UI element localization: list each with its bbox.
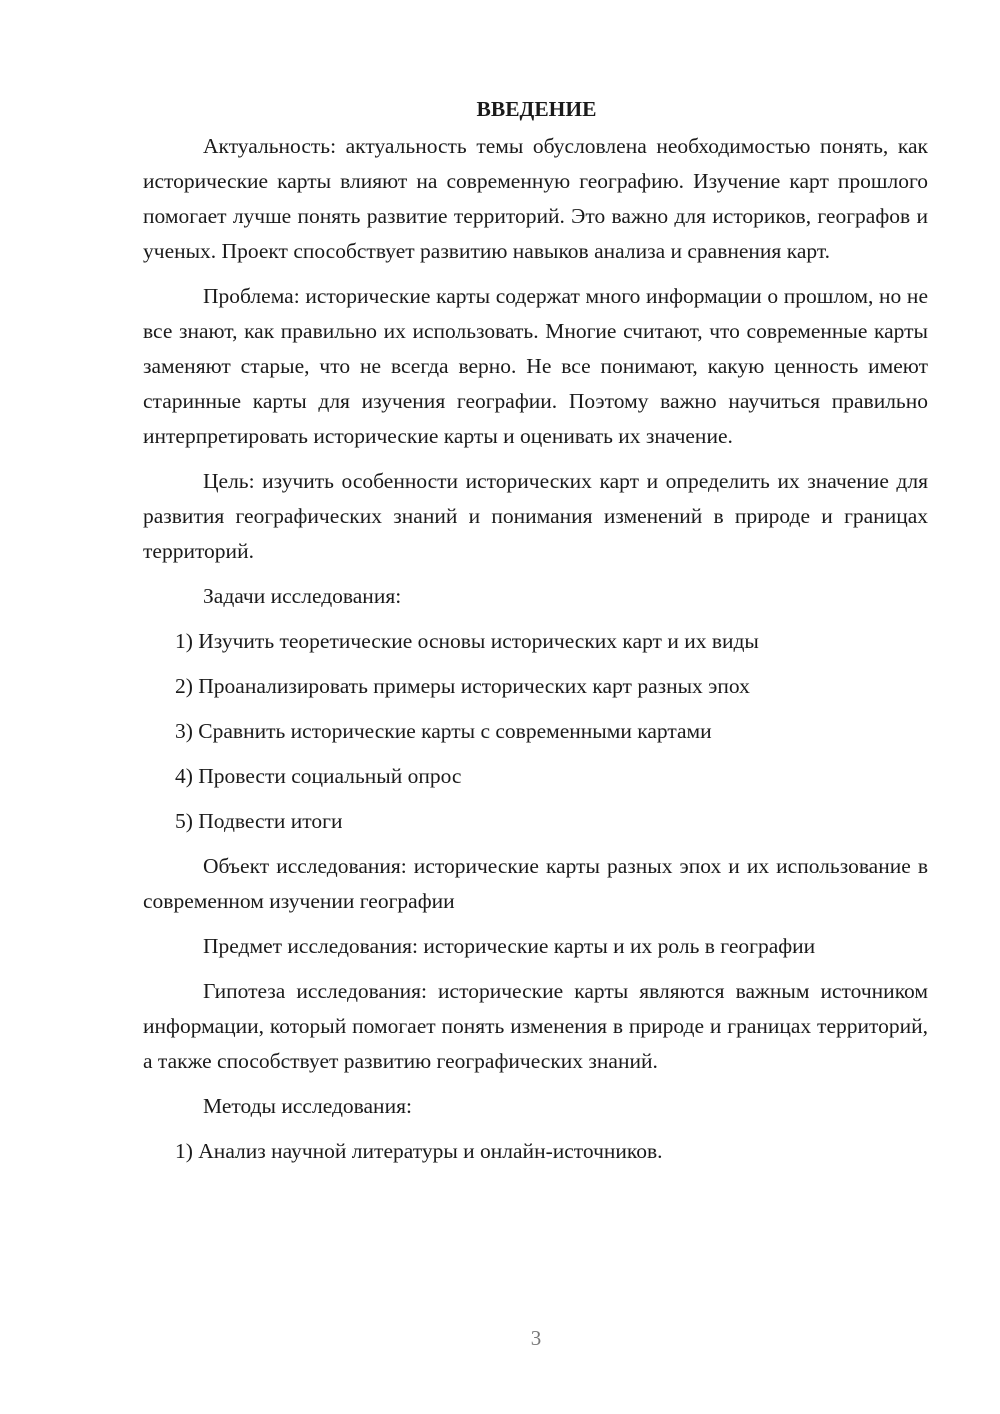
list-item: 4) Провести социальный опрос <box>175 764 462 788</box>
list-item: 1) Изучить теоретические основы исторических карт и их виды <box>175 629 759 653</box>
list-item: 5) Подвести итоги <box>175 809 343 833</box>
hypothesis-paragraph: Гипотеза исследования: исторические карты являются важным источником информации, который помогает понять изменения в природе и границах территорий, а также способствует развитию географических знаний. <box>143 979 928 1073</box>
page-number: 3 <box>530 1326 542 1350</box>
list-item: 2) Проанализировать примеры исторических карт разных эпох <box>175 674 750 698</box>
methods-list <box>143 1134 928 1169</box>
document-title: ВВЕДЕНИЕ <box>476 97 597 121</box>
problem-paragraph: Проблема: исторические карты содержат много информации о прошлом, но не все знают, как правильно их использовать. Многие считают, что современные карты заменяют старые, что не всегда верно. Не все понимают, какую ценность имеют старинные карты для изучения географии. Поэтому важно научиться правильно интерпретировать исторические карты и оценивать их значение. <box>143 284 928 448</box>
tasks-list <box>143 624 928 839</box>
tasks-heading: Задачи исследования: <box>203 584 402 608</box>
document-page <box>143 92 928 1179</box>
object-paragraph: Объект исследования: исторические карты разных эпох и их использование в современном изучении географии <box>143 854 928 913</box>
goal-paragraph: Цель: изучить особенности исторических карт и определить их значение для развития географических знаний и понимания изменений в природе и границах территорий. <box>143 469 928 563</box>
list-item: 1) Анализ научной литературы и онлайн-источников. <box>175 1139 663 1163</box>
subject-paragraph: Предмет исследования: исторические карты и их роль в географии <box>203 934 816 958</box>
methods-heading: Методы исследования: <box>203 1094 412 1118</box>
relevance-paragraph: Актуальность: актуальность темы обусловлена необходимостью понять, как исторические карты влияют на современную географию. Изучение карт прошлого помогает лучше понять развитие территорий. Это важно для историков, географов и ученых. Проект способствует развитию навыков анализа и сравнения карт. <box>143 134 928 263</box>
list-item: 3) Сравнить исторические карты с современными картами <box>175 719 712 743</box>
